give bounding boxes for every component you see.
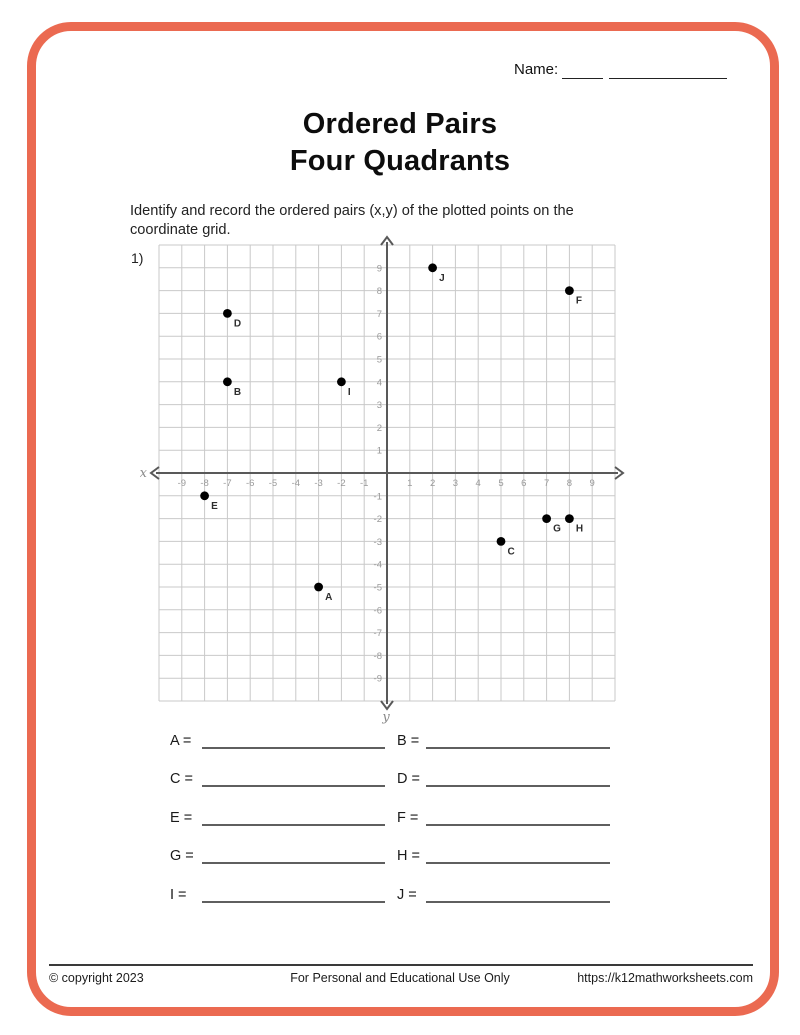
answer-blank-j[interactable] <box>426 887 610 903</box>
footer-url[interactable]: https://k12mathworksheets.com <box>577 971 753 985</box>
plotted-point-h <box>565 514 574 523</box>
name-label: Name: <box>514 61 559 78</box>
x-tick-label: 6 <box>521 478 527 489</box>
answer-cell-g <box>170 848 385 864</box>
point-label-f: F <box>575 295 583 307</box>
answer-blank-i[interactable] <box>202 887 385 903</box>
y-tick-label: 8 <box>376 286 382 298</box>
name-blank[interactable] <box>562 62 603 79</box>
point-label-i: I <box>347 386 351 398</box>
y-tick-label: -1 <box>373 491 382 503</box>
x-tick-label: 2 <box>429 478 436 489</box>
answer-row <box>0 733 800 755</box>
instructions-line-1: Identify and record the ordered pairs (x,y) of the plotted points on the <box>130 203 574 219</box>
x-tick-label: -1 <box>359 478 369 489</box>
point-label-c: C <box>507 546 515 558</box>
x-tick-label: -8 <box>200 478 209 489</box>
page-title <box>0 106 800 180</box>
y-tick-label: 6 <box>376 331 382 343</box>
title-line-1: Ordered Pairs <box>302 108 498 140</box>
y-tick-label: -7 <box>373 628 382 640</box>
y-tick-label: -9 <box>373 673 382 685</box>
plotted-point-c <box>497 537 506 546</box>
answer-label-f: F = <box>397 810 419 826</box>
x-tick-label: 4 <box>475 478 481 489</box>
answer-cell-c <box>170 771 385 787</box>
answer-blank-a[interactable] <box>202 733 385 749</box>
y-tick-label: 1 <box>376 445 382 457</box>
answer-cell-a <box>170 733 385 749</box>
x-tick-label: 7 <box>543 478 550 489</box>
title-line-2: Four Quadrants <box>289 145 511 177</box>
plotted-point-j <box>428 263 437 272</box>
x-tick-label: 1 <box>407 478 413 489</box>
point-label-h: H <box>575 523 584 535</box>
problem-number: 1) <box>131 250 144 266</box>
x-tick-label: 3 <box>452 478 459 489</box>
answer-label-a: A = <box>170 733 192 749</box>
y-tick-label: 5 <box>376 354 382 366</box>
answer-cell-b <box>397 733 610 749</box>
answer-label-g: G = <box>170 848 194 864</box>
y-tick-label: 2 <box>376 422 382 434</box>
answer-label-d: D = <box>397 771 420 787</box>
answer-cell-i <box>170 887 385 903</box>
answer-blank-g[interactable] <box>202 848 385 864</box>
x-tick-label: -4 <box>291 478 301 489</box>
answer-label-b: B = <box>397 733 420 749</box>
coordinate-grid <box>140 233 640 729</box>
y-tick-label: -4 <box>373 559 382 571</box>
plotted-point-e <box>200 491 209 500</box>
y-tick-label: 7 <box>376 308 382 320</box>
answer-row <box>0 771 800 793</box>
point-label-b: B <box>233 386 242 398</box>
x-tick-label: 8 <box>566 478 573 489</box>
answer-row <box>0 810 800 832</box>
x-tick-label: 5 <box>498 478 504 489</box>
answer-label-h: H = <box>397 848 420 864</box>
answer-row <box>0 887 800 909</box>
name-blank[interactable] <box>609 62 727 79</box>
y-tick-label: 3 <box>376 400 382 412</box>
answer-cell-d <box>397 771 610 787</box>
x-tick-label: 9 <box>589 478 595 489</box>
point-label-e: E <box>211 500 218 512</box>
x-tick-label: -9 <box>177 478 187 489</box>
y-tick-label: -6 <box>373 605 382 617</box>
point-label-g: G <box>553 523 561 535</box>
y-tick-label: -8 <box>373 650 382 662</box>
answer-cell-e <box>170 810 385 826</box>
answer-label-i: I = <box>170 887 187 903</box>
x-tick-label: -3 <box>314 478 323 489</box>
x-tick-label: -5 <box>268 478 278 489</box>
footer-usage-note: For Personal and Educational Use Only <box>290 971 510 985</box>
y-axis-label: y <box>382 710 390 725</box>
plotted-point-i <box>337 377 346 386</box>
footer-copyright: © copyright 2023 <box>49 971 144 985</box>
point-label-a: A <box>325 592 333 603</box>
y-tick-label: 4 <box>376 377 382 389</box>
answer-row <box>0 848 800 870</box>
y-tick-label: -2 <box>373 514 382 526</box>
y-tick-label: 9 <box>376 263 382 275</box>
answer-blank-b[interactable] <box>426 733 610 749</box>
answer-cell-j <box>397 887 610 903</box>
instructions-line-2: coordinate grid. <box>130 221 231 238</box>
y-tick-label: -5 <box>373 582 382 594</box>
answer-blank-d[interactable] <box>426 771 610 787</box>
plotted-point-b <box>223 377 232 386</box>
answer-blank-f[interactable] <box>426 810 610 826</box>
x-tick-label: -2 <box>337 478 346 489</box>
answer-blank-c[interactable] <box>202 771 385 787</box>
point-label-d: D <box>233 318 242 330</box>
answer-blank-h[interactable] <box>426 848 610 864</box>
answer-cell-f <box>397 810 610 826</box>
x-axis-label: x <box>140 466 147 481</box>
answer-label-e: E = <box>170 810 193 826</box>
answer-label-c: C = <box>170 771 193 787</box>
footer-divider <box>49 964 753 966</box>
y-tick-label: -3 <box>373 536 382 548</box>
answer-blank-e[interactable] <box>202 810 385 826</box>
answer-label-j: J = <box>397 887 417 903</box>
answer-cell-h <box>397 848 610 864</box>
plotted-point-f <box>565 286 574 295</box>
plotted-point-a <box>314 583 323 592</box>
plotted-point-d <box>223 309 232 318</box>
point-label-j: J <box>439 272 445 284</box>
x-tick-label: -6 <box>245 478 255 489</box>
plotted-point-g <box>542 514 551 523</box>
x-tick-label: -7 <box>223 478 232 489</box>
